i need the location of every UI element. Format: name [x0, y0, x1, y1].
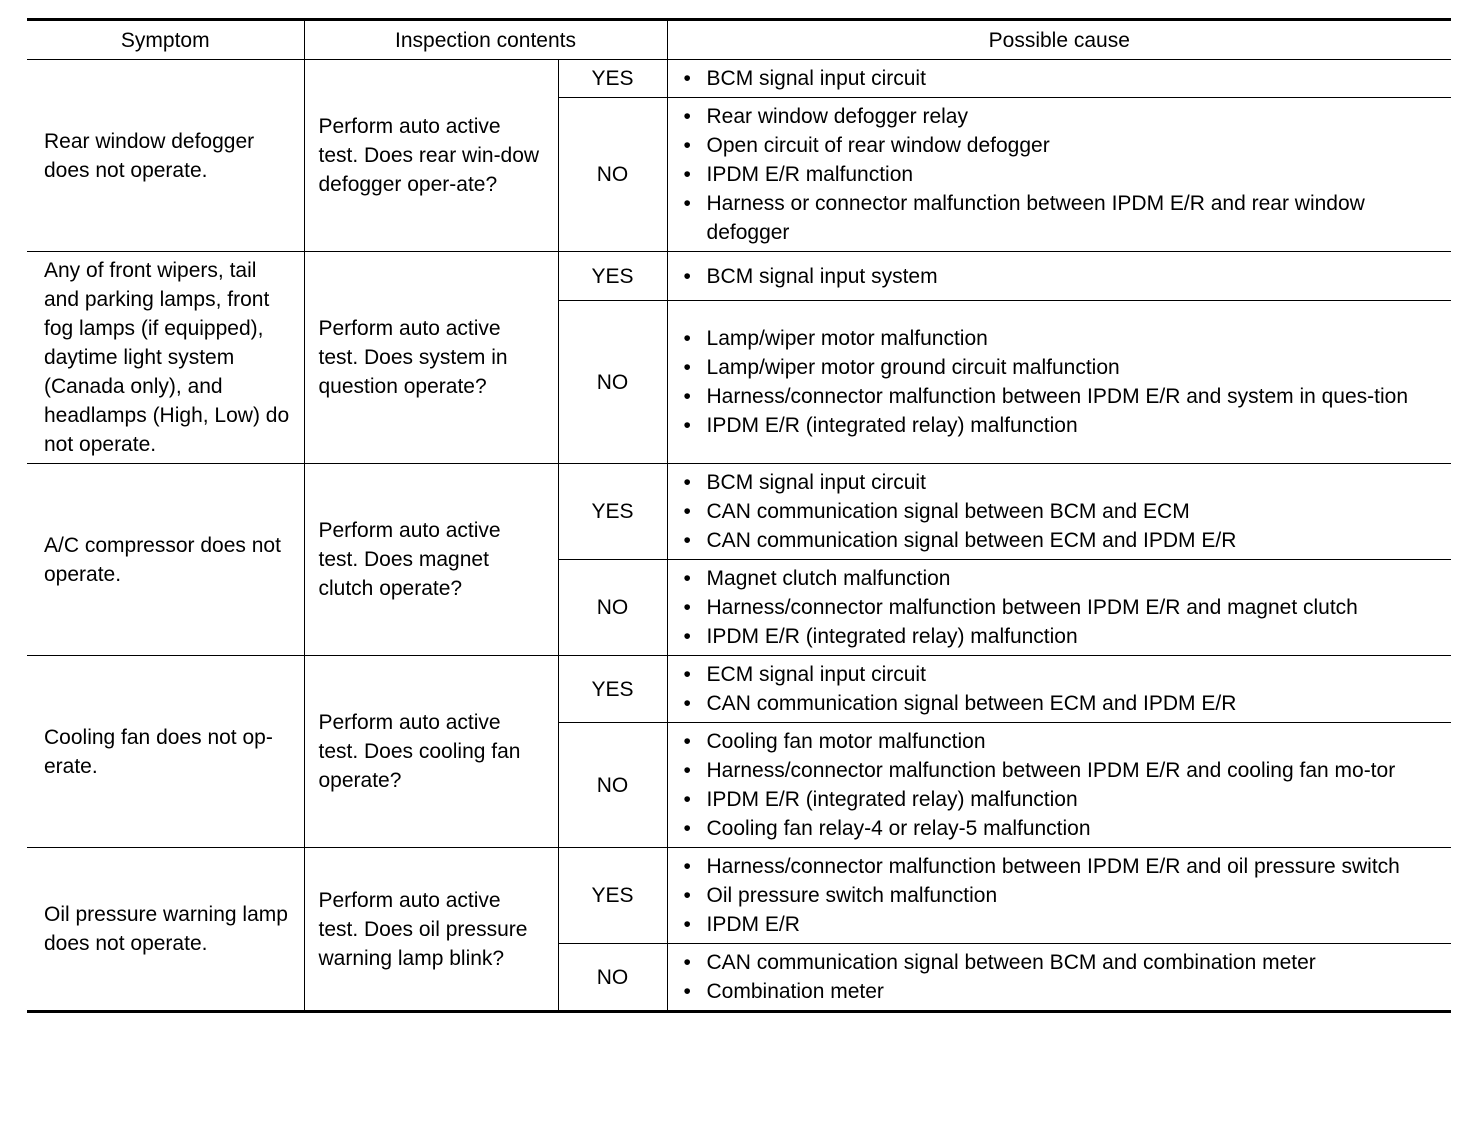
cause-item: • CAN communication signal between ECM and IPDM E/R — [682, 689, 1442, 718]
cause-item: • Combination meter — [682, 977, 1442, 1006]
cause-list — [682, 262, 1442, 291]
diagnosis-table — [27, 18, 1451, 1013]
yes-causes-cell — [667, 464, 1451, 560]
cause-item: • IPDM E/R — [682, 910, 1442, 939]
cause-item: • BCM signal input circuit — [682, 64, 1442, 93]
table-row — [27, 464, 1451, 560]
cause-item: • Harness or connector malfunction between IPDM E/R and rear window defogger — [682, 189, 1442, 247]
table-row — [27, 848, 1451, 944]
cause-item: • Rear window defogger relay — [682, 102, 1442, 131]
cause-list — [682, 727, 1442, 843]
symptom-cell: Cooling fan does not op-erate. — [27, 656, 304, 848]
symptom-cell: A/C compressor does not operate. — [27, 464, 304, 656]
yes-result-cell: YES — [558, 252, 667, 301]
no-result-cell: NO — [558, 944, 667, 1012]
yes-result-cell: YES — [558, 848, 667, 944]
inspection-cell: Perform auto active test. Does oil pressure warning lamp blink? — [304, 848, 558, 1012]
cause-item: • Harness/connector malfunction between IPDM E/R and system in ques-tion — [682, 382, 1442, 411]
header-row — [27, 20, 1451, 60]
no-causes-cell — [667, 944, 1451, 1012]
cause-list — [682, 852, 1442, 939]
yes-result-cell: YES — [558, 464, 667, 560]
no-causes-cell — [667, 98, 1451, 252]
no-result-cell: NO — [558, 560, 667, 656]
cause-item: • Magnet clutch malfunction — [682, 564, 1442, 593]
cause-item: • IPDM E/R (integrated relay) malfunction — [682, 411, 1442, 440]
yes-result-cell: YES — [558, 60, 667, 98]
no-causes-cell — [667, 560, 1451, 656]
cause-list — [682, 64, 1442, 93]
inspection-cell: Perform auto active test. Does cooling fan operate? — [304, 656, 558, 848]
cause-list — [682, 660, 1442, 718]
cause-item: • Lamp/wiper motor ground circuit malfunction — [682, 353, 1442, 382]
no-causes-cell — [667, 301, 1451, 464]
table-body — [27, 60, 1451, 1012]
yes-causes-cell — [667, 252, 1451, 301]
yes-result-cell: YES — [558, 656, 667, 723]
cause-item: • CAN communication signal between BCM and combination meter — [682, 948, 1442, 977]
yes-causes-cell — [667, 848, 1451, 944]
no-result-cell: NO — [558, 98, 667, 252]
cause-item: • IPDM E/R (integrated relay) malfunction — [682, 785, 1442, 814]
header-inspection: Inspection contents — [304, 20, 667, 60]
no-causes-cell — [667, 723, 1451, 848]
cause-item: • IPDM E/R (integrated relay) malfunction — [682, 622, 1442, 651]
symptom-cell: Rear window defogger does not operate. — [27, 60, 304, 252]
cause-item: • CAN communication signal between BCM and ECM — [682, 497, 1442, 526]
inspection-cell: Perform auto active test. Does rear win-dow defogger oper-ate? — [304, 60, 558, 252]
cause-list — [682, 102, 1442, 247]
table-row — [27, 252, 1451, 301]
cause-item: • IPDM E/R malfunction — [682, 160, 1442, 189]
no-result-cell: NO — [558, 723, 667, 848]
symptom-cell: Oil pressure warning lamp does not operate. — [27, 848, 304, 1012]
yes-causes-cell — [667, 656, 1451, 723]
cause-item: • Lamp/wiper motor malfunction — [682, 324, 1442, 353]
table-row — [27, 60, 1451, 98]
cause-item: • BCM signal input system — [682, 262, 1442, 291]
no-result-cell: NO — [558, 301, 667, 464]
cause-item: • BCM signal input circuit — [682, 468, 1442, 497]
cause-item: • Open circuit of rear window defogger — [682, 131, 1442, 160]
symptom-cell: Any of front wipers, tail and parking lamps, front fog lamps (if equipped), daytime light system (Canada only), and headlamps (High, Low) do not operate. — [27, 252, 304, 464]
cause-list — [682, 468, 1442, 555]
cause-list — [682, 324, 1442, 440]
header-cause: Possible cause — [667, 20, 1451, 60]
header-symptom: Symptom — [27, 20, 304, 60]
cause-list — [682, 564, 1442, 651]
inspection-cell: Perform auto active test. Does system in question operate? — [304, 252, 558, 464]
cause-list — [682, 948, 1442, 1006]
cause-item: • Cooling fan relay-4 or relay-5 malfunction — [682, 814, 1442, 843]
cause-item: • Harness/connector malfunction between IPDM E/R and cooling fan mo-tor — [682, 756, 1442, 785]
cause-item: • Harness/connector malfunction between IPDM E/R and magnet clutch — [682, 593, 1442, 622]
cause-item: • Harness/connector malfunction between IPDM E/R and oil pressure switch — [682, 852, 1442, 881]
cause-item: • ECM signal input circuit — [682, 660, 1442, 689]
inspection-cell: Perform auto active test. Does magnet clutch operate? — [304, 464, 558, 656]
cause-item: • CAN communication signal between ECM and IPDM E/R — [682, 526, 1442, 555]
cause-item: • Oil pressure switch malfunction — [682, 881, 1442, 910]
yes-causes-cell — [667, 60, 1451, 98]
cause-item: • Cooling fan motor malfunction — [682, 727, 1442, 756]
table-row — [27, 656, 1451, 723]
